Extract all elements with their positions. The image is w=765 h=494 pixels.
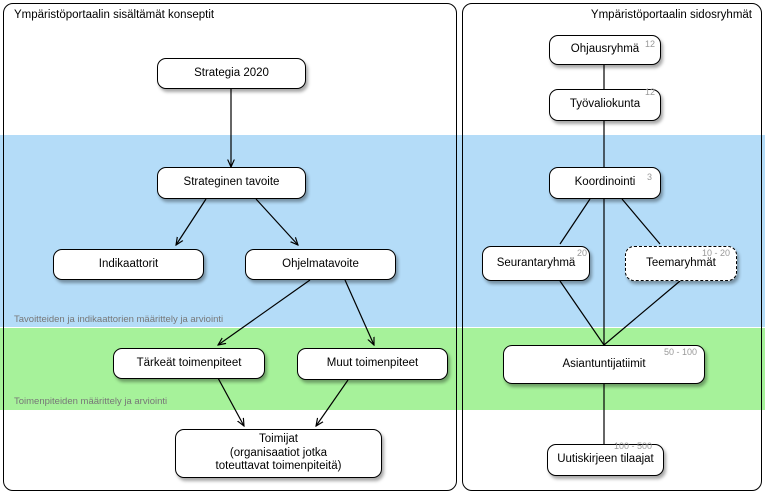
node-seurantaryhma[interactable] [482, 246, 590, 281]
node-label: Indikaattorit [98, 257, 159, 270]
node-strategia-2020[interactable] [157, 58, 306, 89]
node-label: Ohjausryhmä [570, 43, 640, 56]
node-label-line1: Toimijat [259, 432, 298, 445]
node-label: Tärkeät toimenpiteet [136, 356, 242, 369]
node-label: Työvaliokunta [569, 98, 641, 111]
node-muut-toimenpiteet[interactable] [297, 348, 448, 380]
node-label: Seurantaryhmä [496, 256, 576, 269]
node-label-line2: (organisaatiot jotka [229, 446, 328, 459]
node-tarkeat-toimenpiteet[interactable] [113, 348, 265, 379]
node-label: Muut toimenpiteet [326, 357, 419, 370]
count-ohjausryhma: 12 [645, 39, 656, 49]
node-label: Strategia 2020 [194, 66, 269, 79]
node-label-line3: toteuttavat toimenpiteitä) [215, 460, 342, 473]
node-label: Ohjelmatavoite [282, 257, 359, 270]
count-uutiskirje: 100 - 500 [614, 441, 653, 451]
node-toimijat[interactable] [175, 429, 382, 478]
node-koordinointi[interactable] [549, 167, 661, 199]
node-ohjelmatavoite[interactable] [245, 249, 396, 280]
node-indikaattorit[interactable] [53, 249, 204, 280]
node-label: Uutiskirjeen tilaajat [557, 453, 654, 466]
measures-band-label: Toimenpiteiden määrittely ja arviointi [14, 396, 168, 407]
node-strateginen-tavoite[interactable] [157, 167, 306, 199]
node-label: Strateginen tavoite [183, 176, 280, 189]
node-label: Teemaryhmät [646, 256, 716, 269]
node-label: Asiantuntijatiimit [562, 357, 646, 370]
node-label: Koordinointi [574, 176, 636, 189]
count-koordinointi: 3 [647, 172, 653, 182]
goals-band-label: Tavoitteiden ja indikaattorien määrittely ja arviointi [14, 314, 224, 325]
count-asiantuntijatiimit: 50 - 100 [664, 347, 698, 357]
count-tyovaliokunta: 12 [645, 87, 656, 97]
stakeholders-panel-title: Ympäristöportaalin sidosryhmät [590, 9, 752, 21]
count-seurantaryhma: 20 [577, 248, 588, 258]
concepts-panel-title: Ympäristöportaalin sisältämät konseptit [14, 9, 215, 21]
count-teemaryhmat: 10 - 20 [702, 248, 731, 258]
